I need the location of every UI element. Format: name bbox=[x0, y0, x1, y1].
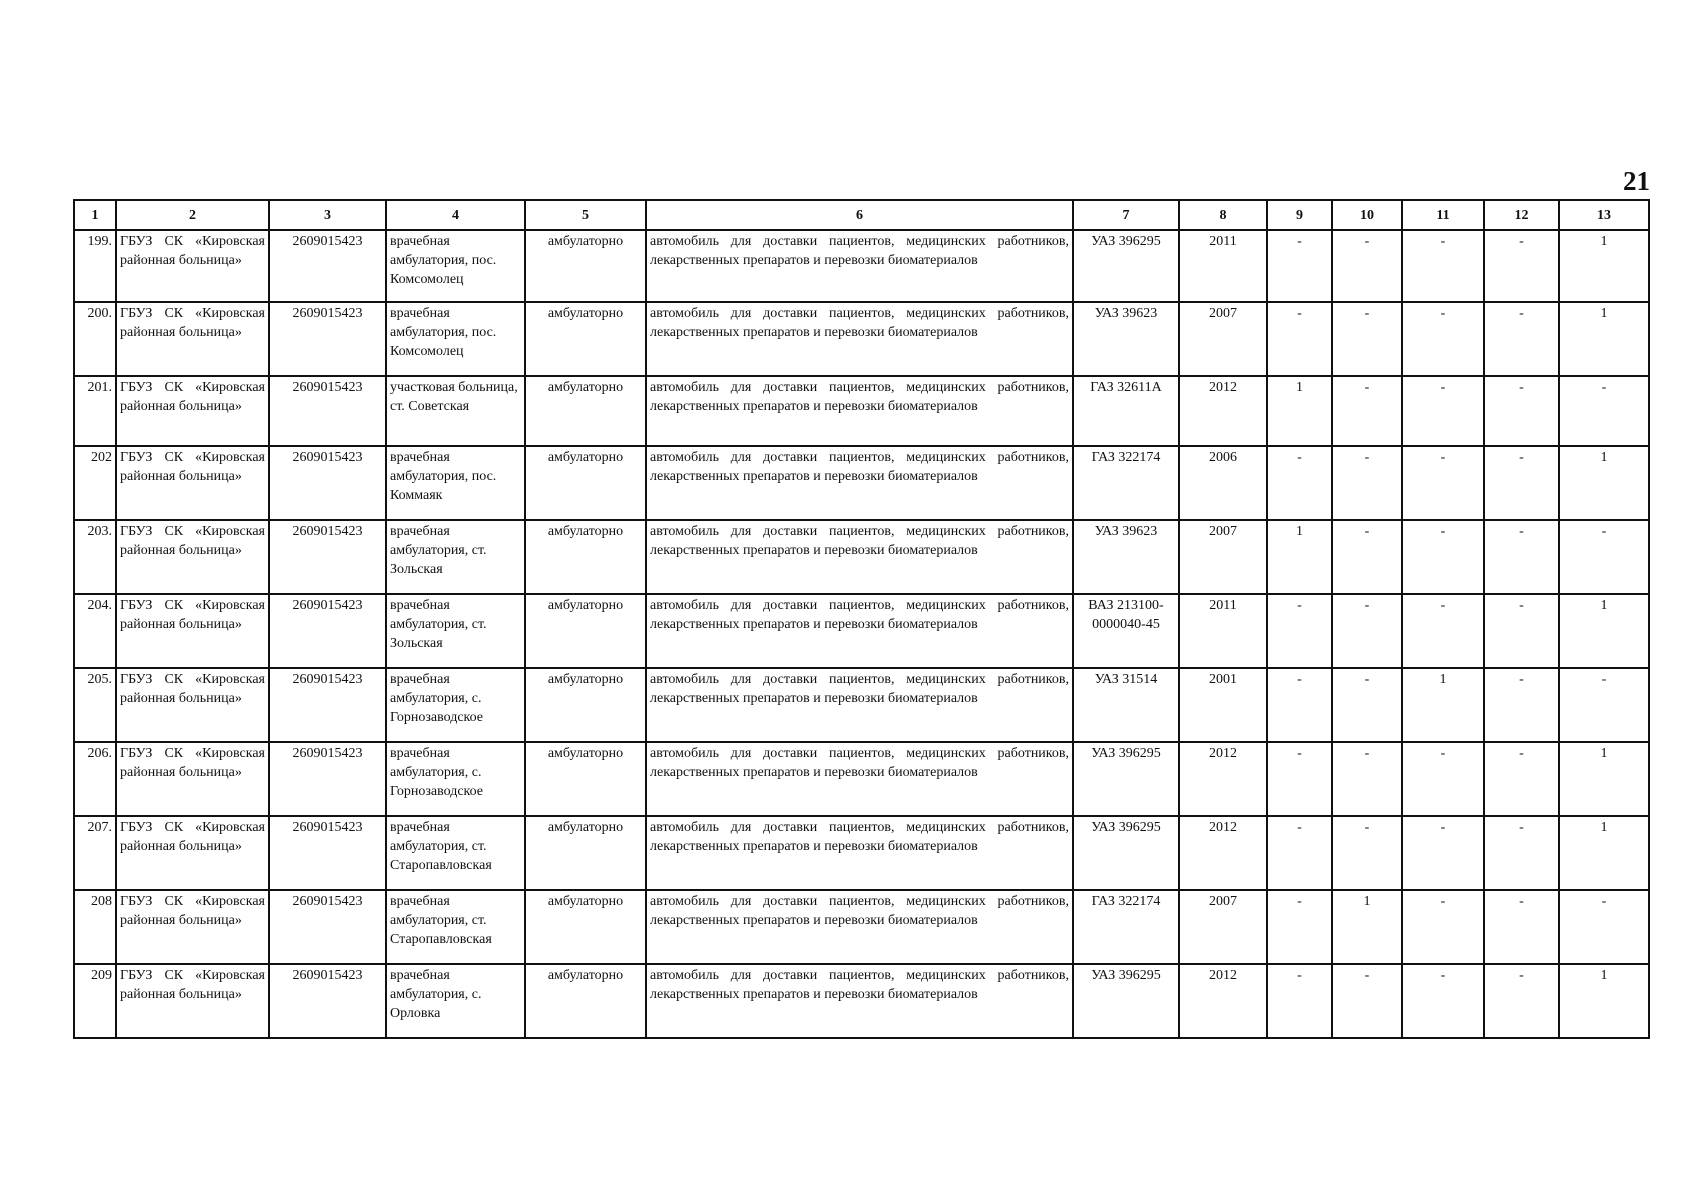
column-header: 3 bbox=[269, 200, 386, 230]
purpose-cell: автомобиль для доставки пациентов, медицинских работников, лекарственных препаратов и перевозки биоматериалов bbox=[646, 890, 1073, 964]
table-row bbox=[74, 446, 1649, 520]
col13-cell: 1 bbox=[1559, 964, 1649, 1038]
column-header: 6 bbox=[646, 200, 1073, 230]
organization-cell: ГБУЗ СК «Кировская районная больница» bbox=[116, 890, 269, 964]
col10-cell: - bbox=[1332, 742, 1402, 816]
col9-cell: - bbox=[1267, 230, 1332, 302]
vehicle-table bbox=[73, 199, 1650, 1039]
year-cell: 2006 bbox=[1179, 446, 1267, 520]
mode-cell: амбулаторно bbox=[525, 742, 646, 816]
organization-cell: ГБУЗ СК «Кировская районная больница» bbox=[116, 446, 269, 520]
purpose-cell: автомобиль для доставки пациентов, медицинских работников, лекарственных препаратов и перевозки биоматериалов bbox=[646, 742, 1073, 816]
year-cell: 2007 bbox=[1179, 890, 1267, 964]
vehicle-model-cell: ГАЗ 322174 bbox=[1073, 890, 1179, 964]
vehicle-model-cell: УАЗ 396295 bbox=[1073, 816, 1179, 890]
mode-cell: амбулаторно bbox=[525, 230, 646, 302]
col13-cell: - bbox=[1559, 668, 1649, 742]
row-number: 207. bbox=[74, 816, 116, 890]
col13-cell: - bbox=[1559, 520, 1649, 594]
column-header: 1 bbox=[74, 200, 116, 230]
inn-cell: 2609015423 bbox=[269, 816, 386, 890]
col10-cell: 1 bbox=[1332, 890, 1402, 964]
table-body bbox=[74, 230, 1649, 1038]
col9-cell: 1 bbox=[1267, 376, 1332, 446]
unit-cell: врачебная амбулатория, с. Горнозаводское bbox=[386, 742, 525, 816]
unit-cell: врачебная амбулатория, ст. Зольская bbox=[386, 594, 525, 668]
col10-cell: - bbox=[1332, 964, 1402, 1038]
col9-cell: - bbox=[1267, 742, 1332, 816]
col13-cell: 1 bbox=[1559, 230, 1649, 302]
unit-cell: врачебная амбулатория, с. Орловка bbox=[386, 964, 525, 1038]
col10-cell: - bbox=[1332, 376, 1402, 446]
table-row bbox=[74, 302, 1649, 376]
col10-cell: - bbox=[1332, 594, 1402, 668]
col9-cell: - bbox=[1267, 964, 1332, 1038]
purpose-cell: автомобиль для доставки пациентов, медицинских работников, лекарственных препаратов и перевозки биоматериалов bbox=[646, 446, 1073, 520]
column-header: 2 bbox=[116, 200, 269, 230]
year-cell: 2007 bbox=[1179, 302, 1267, 376]
vehicle-model-cell: ГАЗ 322174 bbox=[1073, 446, 1179, 520]
year-cell: 2012 bbox=[1179, 742, 1267, 816]
year-cell: 2012 bbox=[1179, 376, 1267, 446]
row-number: 201. bbox=[74, 376, 116, 446]
vehicle-model-cell: ВАЗ 213100-0000040-45 bbox=[1073, 594, 1179, 668]
mode-cell: амбулаторно bbox=[525, 520, 646, 594]
col13-cell: 1 bbox=[1559, 742, 1649, 816]
column-header: 13 bbox=[1559, 200, 1649, 230]
col13-cell: 1 bbox=[1559, 302, 1649, 376]
table-row bbox=[74, 816, 1649, 890]
unit-cell: врачебная амбулатория, ст. Старопавловская bbox=[386, 890, 525, 964]
col12-cell: - bbox=[1484, 594, 1559, 668]
column-header: 5 bbox=[525, 200, 646, 230]
year-cell: 2011 bbox=[1179, 230, 1267, 302]
col12-cell: - bbox=[1484, 376, 1559, 446]
col11-cell: 1 bbox=[1402, 668, 1484, 742]
col12-cell: - bbox=[1484, 742, 1559, 816]
table-row bbox=[74, 594, 1649, 668]
mode-cell: амбулаторно bbox=[525, 668, 646, 742]
page-number: 21 bbox=[1623, 166, 1650, 196]
column-header: 10 bbox=[1332, 200, 1402, 230]
table-header bbox=[74, 200, 1649, 230]
col11-cell: - bbox=[1402, 594, 1484, 668]
mode-cell: амбулаторно bbox=[525, 890, 646, 964]
vehicle-model-cell: УАЗ 31514 bbox=[1073, 668, 1179, 742]
inn-cell: 2609015423 bbox=[269, 742, 386, 816]
unit-cell: врачебная амбулатория, пос. Комсомолец bbox=[386, 230, 525, 302]
col13-cell: 1 bbox=[1559, 594, 1649, 668]
organization-cell: ГБУЗ СК «Кировская районная больница» bbox=[116, 230, 269, 302]
col12-cell: - bbox=[1484, 816, 1559, 890]
header-row bbox=[74, 200, 1649, 230]
mode-cell: амбулаторно bbox=[525, 964, 646, 1038]
table-row bbox=[74, 742, 1649, 816]
col13-cell: 1 bbox=[1559, 816, 1649, 890]
unit-cell: врачебная амбулатория, ст. Старопавловская bbox=[386, 816, 525, 890]
col9-cell: 1 bbox=[1267, 520, 1332, 594]
purpose-cell: автомобиль для доставки пациентов, медицинских работников, лекарственных препаратов и перевозки биоматериалов bbox=[646, 964, 1073, 1038]
purpose-cell: автомобиль для доставки пациентов, медицинских работников, лекарственных препаратов и перевозки биоматериалов bbox=[646, 376, 1073, 446]
purpose-cell: автомобиль для доставки пациентов, медицинских работников, лекарственных препаратов и перевозки биоматериалов bbox=[646, 520, 1073, 594]
table-row bbox=[74, 964, 1649, 1038]
col12-cell: - bbox=[1484, 964, 1559, 1038]
col9-cell: - bbox=[1267, 668, 1332, 742]
table-row bbox=[74, 668, 1649, 742]
row-number: 202 bbox=[74, 446, 116, 520]
col9-cell: - bbox=[1267, 594, 1332, 668]
vehicle-model-cell: УАЗ 39623 bbox=[1073, 302, 1179, 376]
column-header: 11 bbox=[1402, 200, 1484, 230]
table-row bbox=[74, 230, 1649, 302]
year-cell: 2007 bbox=[1179, 520, 1267, 594]
column-header: 9 bbox=[1267, 200, 1332, 230]
col10-cell: - bbox=[1332, 816, 1402, 890]
column-header: 8 bbox=[1179, 200, 1267, 230]
col10-cell: - bbox=[1332, 668, 1402, 742]
purpose-cell: автомобиль для доставки пациентов, медицинских работников, лекарственных препаратов и перевозки биоматериалов bbox=[646, 230, 1073, 302]
inn-cell: 2609015423 bbox=[269, 302, 386, 376]
year-cell: 2012 bbox=[1179, 964, 1267, 1038]
col11-cell: - bbox=[1402, 964, 1484, 1038]
organization-cell: ГБУЗ СК «Кировская районная больница» bbox=[116, 964, 269, 1038]
row-number: 203. bbox=[74, 520, 116, 594]
col12-cell: - bbox=[1484, 230, 1559, 302]
inn-cell: 2609015423 bbox=[269, 520, 386, 594]
col9-cell: - bbox=[1267, 816, 1332, 890]
column-header: 7 bbox=[1073, 200, 1179, 230]
col11-cell: - bbox=[1402, 446, 1484, 520]
row-number: 209 bbox=[74, 964, 116, 1038]
inn-cell: 2609015423 bbox=[269, 668, 386, 742]
col12-cell: - bbox=[1484, 520, 1559, 594]
organization-cell: ГБУЗ СК «Кировская районная больница» bbox=[116, 376, 269, 446]
col10-cell: - bbox=[1332, 230, 1402, 302]
col12-cell: - bbox=[1484, 668, 1559, 742]
inn-cell: 2609015423 bbox=[269, 446, 386, 520]
unit-cell: врачебная амбулатория, с. Горнозаводское bbox=[386, 668, 525, 742]
mode-cell: амбулаторно bbox=[525, 302, 646, 376]
column-header: 12 bbox=[1484, 200, 1559, 230]
col13-cell: 1 bbox=[1559, 446, 1649, 520]
year-cell: 2011 bbox=[1179, 594, 1267, 668]
row-number: 208 bbox=[74, 890, 116, 964]
mode-cell: амбулаторно bbox=[525, 594, 646, 668]
inn-cell: 2609015423 bbox=[269, 890, 386, 964]
purpose-cell: автомобиль для доставки пациентов, медицинских работников, лекарственных препаратов и перевозки биоматериалов bbox=[646, 594, 1073, 668]
mode-cell: амбулаторно bbox=[525, 816, 646, 890]
col12-cell: - bbox=[1484, 446, 1559, 520]
col10-cell: - bbox=[1332, 302, 1402, 376]
organization-cell: ГБУЗ СК «Кировская районная больница» bbox=[116, 668, 269, 742]
purpose-cell: автомобиль для доставки пациентов, медицинских работников, лекарственных препаратов и перевозки биоматериалов bbox=[646, 302, 1073, 376]
row-number: 204. bbox=[74, 594, 116, 668]
col10-cell: - bbox=[1332, 446, 1402, 520]
col9-cell: - bbox=[1267, 446, 1332, 520]
col12-cell: - bbox=[1484, 302, 1559, 376]
vehicle-model-cell: ГАЗ 32611А bbox=[1073, 376, 1179, 446]
col11-cell: - bbox=[1402, 816, 1484, 890]
organization-cell: ГБУЗ СК «Кировская районная больница» bbox=[116, 302, 269, 376]
col11-cell: - bbox=[1402, 520, 1484, 594]
organization-cell: ГБУЗ СК «Кировская районная больница» bbox=[116, 816, 269, 890]
row-number: 200. bbox=[74, 302, 116, 376]
col11-cell: - bbox=[1402, 742, 1484, 816]
mode-cell: амбулаторно bbox=[525, 376, 646, 446]
inn-cell: 2609015423 bbox=[269, 594, 386, 668]
col10-cell: - bbox=[1332, 520, 1402, 594]
table-row bbox=[74, 890, 1649, 964]
col9-cell: - bbox=[1267, 890, 1332, 964]
organization-cell: ГБУЗ СК «Кировская районная больница» bbox=[116, 742, 269, 816]
unit-cell: врачебная амбулатория, пос. Комсомолец bbox=[386, 302, 525, 376]
col11-cell: - bbox=[1402, 376, 1484, 446]
table-row bbox=[74, 376, 1649, 446]
purpose-cell: автомобиль для доставки пациентов, медицинских работников, лекарственных препаратов и перевозки биоматериалов bbox=[646, 668, 1073, 742]
vehicle-model-cell: УАЗ 396295 bbox=[1073, 964, 1179, 1038]
row-number: 199. bbox=[74, 230, 116, 302]
col13-cell: - bbox=[1559, 376, 1649, 446]
col11-cell: - bbox=[1402, 230, 1484, 302]
column-header: 4 bbox=[386, 200, 525, 230]
mode-cell: амбулаторно bbox=[525, 446, 646, 520]
vehicle-model-cell: УАЗ 39623 bbox=[1073, 520, 1179, 594]
inn-cell: 2609015423 bbox=[269, 964, 386, 1038]
col9-cell: - bbox=[1267, 302, 1332, 376]
inn-cell: 2609015423 bbox=[269, 230, 386, 302]
col13-cell: - bbox=[1559, 890, 1649, 964]
row-number: 205. bbox=[74, 668, 116, 742]
col12-cell: - bbox=[1484, 890, 1559, 964]
year-cell: 2012 bbox=[1179, 816, 1267, 890]
col11-cell: - bbox=[1402, 890, 1484, 964]
table-row bbox=[74, 520, 1649, 594]
unit-cell: врачебная амбулатория, ст. Зольская bbox=[386, 520, 525, 594]
row-number: 206. bbox=[74, 742, 116, 816]
purpose-cell: автомобиль для доставки пациентов, медицинских работников, лекарственных препаратов и перевозки биоматериалов bbox=[646, 816, 1073, 890]
inn-cell: 2609015423 bbox=[269, 376, 386, 446]
organization-cell: ГБУЗ СК «Кировская районная больница» bbox=[116, 594, 269, 668]
unit-cell: участковая больница, ст. Советская bbox=[386, 376, 525, 446]
organization-cell: ГБУЗ СК «Кировская районная больница» bbox=[116, 520, 269, 594]
unit-cell: врачебная амбулатория, пос. Коммаяк bbox=[386, 446, 525, 520]
col11-cell: - bbox=[1402, 302, 1484, 376]
vehicle-model-cell: УАЗ 396295 bbox=[1073, 742, 1179, 816]
year-cell: 2001 bbox=[1179, 668, 1267, 742]
vehicle-model-cell: УАЗ 396295 bbox=[1073, 230, 1179, 302]
